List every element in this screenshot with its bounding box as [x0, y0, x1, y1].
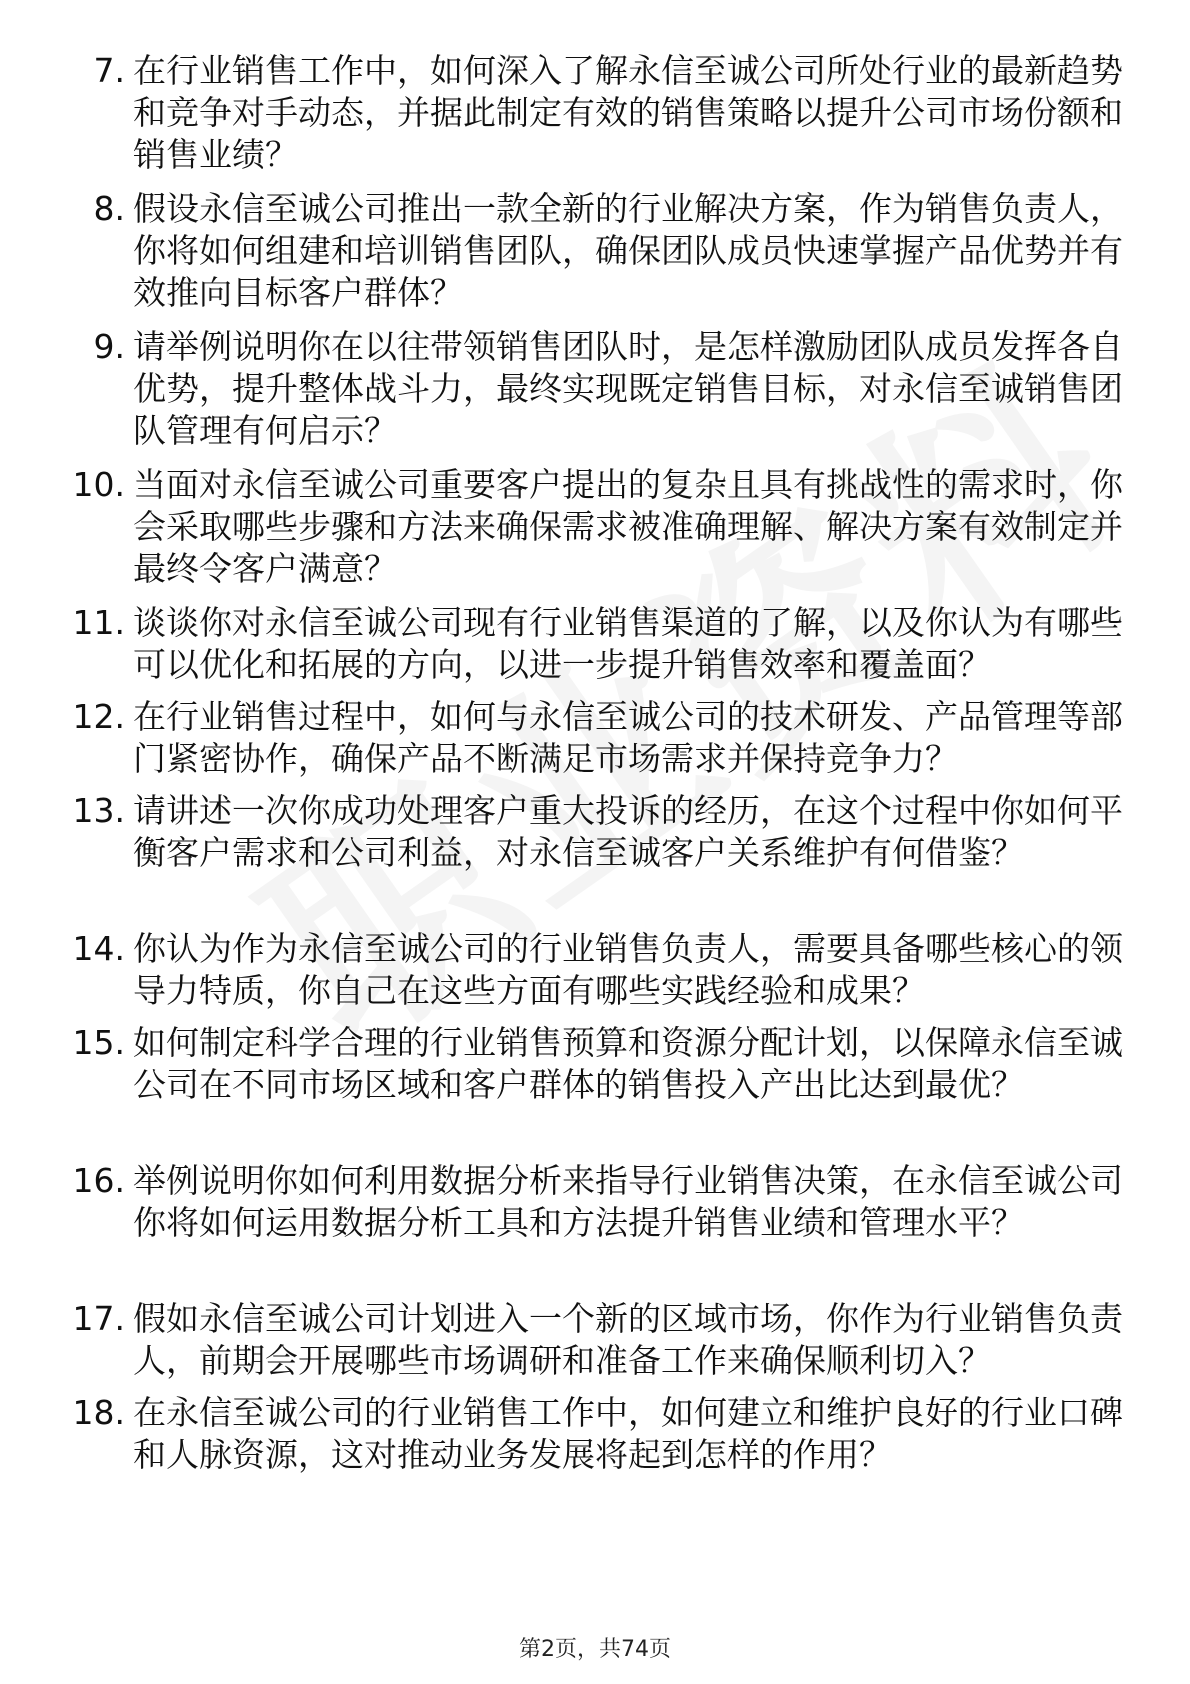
question-text: 当面对永信至诚公司重要客户提出的复杂且具有挑战性的需求时，你会采取哪些步骤和方法来确保需求被准确理解、解决方案有效制定并最终令客户满意？	[133, 465, 1123, 588]
page-footer: 第2页，共74页	[519, 1637, 671, 1662]
question-number: 15.	[72, 1023, 125, 1062]
question-number: 8.	[93, 189, 125, 228]
question-text: 如何制定科学合理的行业销售预算和资源分配计划，以保障永信至诚公司在不同市场区域和客户群体的销售投入产出比达到最优？	[133, 1023, 1123, 1104]
question-number: 11.	[72, 603, 125, 642]
question-item	[70, 1160, 1130, 1244]
question-number: 10.	[72, 465, 125, 504]
question-number: 7.	[93, 51, 125, 90]
question-item	[70, 326, 1130, 452]
question-item	[70, 50, 1130, 176]
question-text: 在行业销售过程中，如何与永信至诚公司的技术研发、产品管理等部门紧密协作，确保产品不断满足市场需求并保持竞争力？	[133, 697, 1123, 778]
question-number: 13.	[72, 791, 125, 830]
question-item	[70, 928, 1130, 1012]
question-text: 在行业销售工作中，如何深入了解永信至诚公司所处行业的最新趋势和竞争对手动态，并据此制定有效的销售策略以提升公司市场份额和销售业绩？	[133, 51, 1123, 174]
question-number: 17.	[72, 1299, 125, 1338]
question-text: 你认为作为永信至诚公司的行业销售负责人，需要具备哪些核心的领导力特质，你自己在这些方面有哪些实践经验和成果？	[133, 929, 1123, 1010]
question-item	[70, 464, 1130, 590]
question-item	[70, 790, 1130, 874]
question-text: 假设永信至诚公司推出一款全新的行业解决方案，作为销售负责人，你将如何组建和培训销售团队，确保团队成员快速掌握产品优势并有效推向目标客户群体？	[133, 189, 1123, 312]
question-text: 假如永信至诚公司计划进入一个新的区域市场，你作为行业销售负责人，前期会开展哪些市场调研和准备工作来确保顺利切入？	[133, 1299, 1123, 1380]
question-number: 12.	[72, 697, 125, 736]
question-text: 请讲述一次你成功处理客户重大投诉的经历，在这个过程中你如何平衡客户需求和公司利益，对永信至诚客户关系维护有何借鉴？	[133, 791, 1123, 872]
question-item	[70, 188, 1130, 314]
question-text: 举例说明你如何利用数据分析来指导行业销售决策，在永信至诚公司你将如何运用数据分析工具和方法提升销售业绩和管理水平？	[133, 1161, 1123, 1242]
question-item	[70, 1022, 1130, 1106]
question-number: 18.	[72, 1393, 125, 1432]
question-text: 请举例说明你在以往带领销售团队时，是怎样激励团队成员发挥各自优势，提升整体战斗力，最终实现既定销售目标，对永信至诚销售团队管理有何启示？	[133, 327, 1123, 450]
question-text: 谈谈你对永信至诚公司现有行业销售渠道的了解，以及你认为有哪些可以优化和拓展的方向，以进一步提升销售效率和覆盖面？	[133, 603, 1123, 684]
question-item	[70, 1298, 1130, 1382]
question-number: 16.	[72, 1161, 125, 1200]
question-item	[70, 602, 1130, 686]
question-item	[70, 1392, 1130, 1476]
question-item	[70, 696, 1130, 780]
question-text: 在永信至诚公司的行业销售工作中，如何建立和维护良好的行业口碑和人脉资源，这对推动业务发展将起到怎样的作用？	[133, 1393, 1123, 1474]
question-number: 9.	[93, 327, 125, 366]
question-number: 14.	[72, 929, 125, 968]
